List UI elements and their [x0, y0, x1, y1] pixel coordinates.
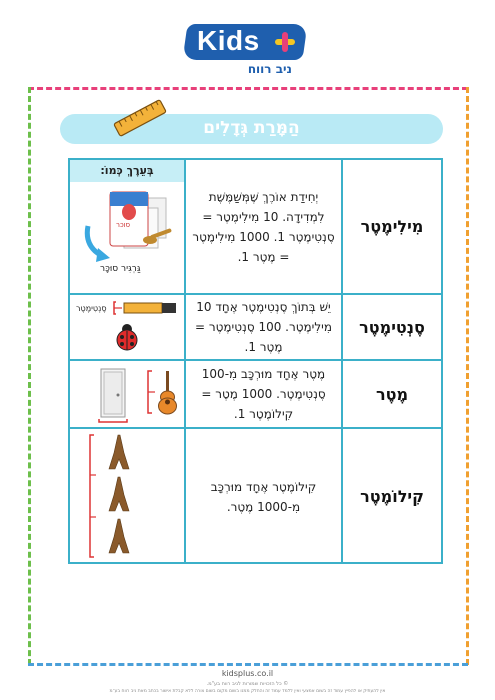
- example-cell: [70, 160, 186, 293]
- unit-description: מֶטֶר אֶחָד מוּרְכָּב מִ-100 סֶנְטִימֶטֶר. 1000 מֶטֶר = קִילוֹמֶטֶר 1.: [201, 367, 326, 421]
- description-cell: [186, 295, 343, 359]
- frame-top-border: [28, 87, 468, 90]
- conversion-table: [68, 158, 443, 564]
- footer-url: kidsplus.co.il: [221, 669, 274, 678]
- footer-note: אין להעתיק או להפיץ עמוד זה בשום אמצעי ואין ללמד עמוד זה והחלק ממנו בשום מקום בשום צורה ללא קבלת אישור בכתב מאת ניב רווח בע"מ: [109, 689, 386, 694]
- example-cell: [70, 295, 186, 359]
- frame-bottom-border: [28, 663, 468, 666]
- page-title: הַמָּרַת גְּדָלִים: [203, 118, 300, 138]
- unit-cell: [343, 429, 441, 564]
- description-cell: [186, 160, 343, 293]
- logo-subtitle: ניב רווח: [247, 62, 292, 76]
- example-cell: [70, 429, 186, 564]
- centimeter-label: סֶנְטִימֶטֶר: [76, 304, 107, 313]
- example-header: בְּעֵרֶךְ כְּמוֹ:: [70, 160, 184, 182]
- sugar-pack-label: סוכר: [116, 221, 131, 229]
- logo-brand: Kids: [197, 25, 260, 56]
- unit-description: יְחִידַת אוֹרֶךְ שֶׁמְּשַׁמֶּשֶׁת לִמְדִידָה. 10 מִילִימֶטֶר = סֶנְטִימֶטֶר 1. 1000 מִילִימֶטֶר = מֶטֶר 1.: [192, 189, 335, 264]
- guitar-icon: [146, 369, 180, 415]
- door-icon: [98, 367, 128, 423]
- sugar-grain-label: גַּרְגִּיר סוּכָּר: [100, 264, 141, 274]
- unit-name: סֶנְטִימֶטֶר: [359, 317, 425, 337]
- table-row-centimeter: [70, 295, 441, 361]
- plus-icon: [275, 32, 295, 52]
- ladybug-icon: [114, 323, 140, 351]
- unit-name: מִילִימֶטֶר: [360, 217, 424, 236]
- ruler-scale-icon: [112, 300, 180, 316]
- unit-name: קִילוֹמֶטֶר: [360, 487, 424, 506]
- unit-cell: [343, 295, 441, 359]
- frame-right-border: [466, 87, 469, 665]
- description-cell: [186, 361, 343, 427]
- unit-cell: [343, 160, 441, 293]
- unit-name: מֶטֶר: [375, 384, 409, 404]
- kids-plus-logo: [185, 24, 310, 76]
- table-row-millimeter: [70, 160, 441, 295]
- example-cell: [70, 361, 186, 427]
- table-row-meter: [70, 361, 441, 429]
- footer-copyright: © כל הזכויות שמורות לניב רווח בע"מ.: [206, 681, 289, 687]
- unit-cell: [343, 361, 441, 427]
- frame-left-border: [28, 87, 31, 665]
- table-row-kilometer: [70, 429, 441, 564]
- ruler-icon: [110, 98, 170, 138]
- sugar-pack-icon: [80, 186, 176, 276]
- unit-description: יֵשׁ בְּתוֹךְ סֶנְטִימֶטֶר אֶחָד 10 מִילִימֶטֶר. 100 סֶנְטִימֶטֶר = מֶטֶר 1.: [194, 300, 333, 354]
- unit-description: קִילוֹמֶטֶר אֶחָד מוּרְכָּב מִ-1000 מֶטֶר.: [210, 479, 317, 514]
- description-cell: [186, 429, 343, 564]
- eiffel-tower-icon: [80, 431, 140, 561]
